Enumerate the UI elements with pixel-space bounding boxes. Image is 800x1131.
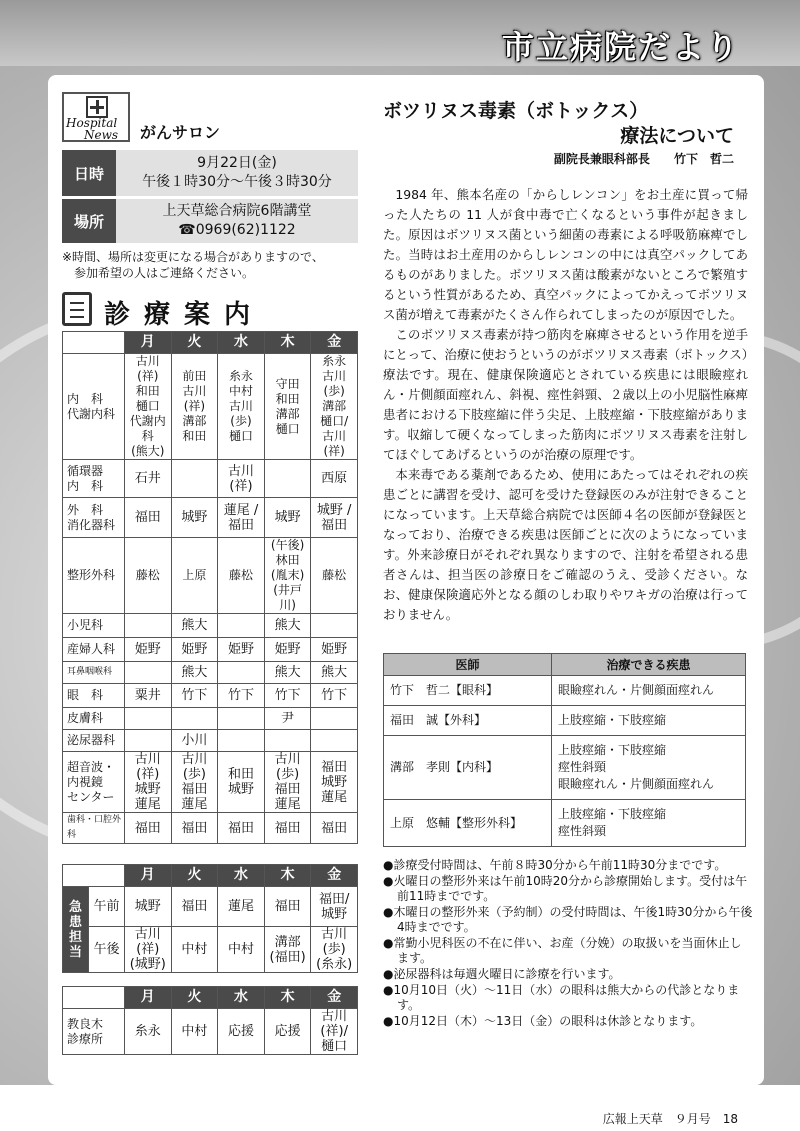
schedule-cell: 姫野: [218, 638, 265, 662]
day-header: 木: [264, 987, 311, 1009]
day-header: 木: [264, 865, 311, 887]
schedule-cell: 竹下: [264, 684, 311, 708]
schedule-cell: [218, 708, 265, 730]
schedule-cell: [125, 730, 172, 752]
schedule-cell: 竹下: [218, 684, 265, 708]
department-row: [63, 684, 358, 708]
treatable-disease: 上肢痙縮・下肢痙縮: [552, 706, 746, 736]
day-header: 水: [218, 332, 265, 354]
department-row: [63, 538, 358, 614]
doctor-name: 溝部 孝則【内科】: [384, 736, 552, 800]
schedule-cell: 蓮尾: [218, 887, 265, 927]
department-name: 皮膚科: [63, 708, 125, 730]
schedule-cell: [311, 708, 358, 730]
schedule-cell: 藤松: [218, 538, 265, 614]
doctor-table-header: [384, 654, 746, 676]
article-paragraph: このボツリヌス毒素が持つ筋肉を麻痺させるという作用を逆手にとって、治療に使おうというのがボツリヌス毒素（ボトックス）療法です。現在、健康保険適応とされている疾患には眼瞼痙れん・片側顔面痙れん、斜視、痙性斜頸、２歳以上の小児脳性麻痺患者における下肢痙縮に伴う尖足、上肢痙縮・下肢痙縮があります。収縮して硬くなってしまった筋肉にボツリヌス毒素を注射してほぐしてあげるというのが治療の原理です。: [383, 327, 748, 462]
day-header: 火: [171, 987, 218, 1009]
schedule-cell: [125, 662, 172, 684]
schedule-cell: 城野: [264, 498, 311, 538]
emergency-pm-row: [63, 927, 358, 973]
schedule-cell: 中村: [171, 927, 218, 973]
department-row: [63, 460, 358, 498]
schedule-cell: 小川: [171, 730, 218, 752]
emergency-slot-label: 午前: [89, 887, 125, 927]
schedule-cell: 福田: [125, 498, 172, 538]
cancer-salon-title: がんサロン: [140, 123, 221, 142]
schedule-cell: 福田: [264, 887, 311, 927]
doctor-name: 上原 悠輔【整形外科】: [384, 800, 552, 847]
clinic-label: 教良木 診療所: [63, 1009, 125, 1055]
schedule-cell: [171, 460, 218, 498]
schedule-cell: 姫野: [264, 638, 311, 662]
date-label: 日時: [62, 150, 116, 196]
schedule-cell: 姫野: [311, 638, 358, 662]
treatable-disease: 上肢痙縮・下肢痙縮 痙性斜頸: [552, 800, 746, 847]
schedule-cell: 城野: [125, 887, 172, 927]
notice-item: ● 火曜日の整形外来は午前10時20分から診療開始します。受付は午前11時までです。: [383, 874, 753, 904]
schedule-cell: 応援: [264, 1009, 311, 1055]
schedule-cell: 藤松: [311, 538, 358, 614]
department-row: [63, 498, 358, 538]
doctor-name: 福田 誠【外科】: [384, 706, 552, 736]
article-body: [383, 185, 748, 625]
day-header: 木: [264, 332, 311, 354]
doctor-treatment-table: [383, 653, 746, 847]
department-name: 耳鼻咽喉科: [63, 662, 125, 684]
schedule-cell: [125, 708, 172, 730]
schedule-cell: [218, 614, 265, 638]
salon-date-row: [62, 150, 358, 196]
schedule-cell: 福田: [264, 813, 311, 844]
schedule-cell: [311, 614, 358, 638]
notice-item: ● 10月12日（木）～13日（金）の眼科は休診となります。: [383, 1014, 753, 1029]
department-name: 内 科 代謝内科: [63, 354, 125, 460]
treatable-disease: 上肢痙縮・下肢痙縮 痙性斜頸 眼瞼痙れん・片側顔面痙れん: [552, 736, 746, 800]
schedule-cell: [171, 708, 218, 730]
schedule-cell: [218, 662, 265, 684]
schedule-cell: 尹: [264, 708, 311, 730]
schedule-cell: 古川(歩) (糸永): [311, 927, 358, 973]
department-name: 外 科 消化器科: [63, 498, 125, 538]
department-row: [63, 813, 358, 844]
schedule-cell: 守田 和田 溝部 樋口: [264, 354, 311, 460]
notice-item: ● 泌尿器科は毎週火曜日に診療を行います。: [383, 967, 753, 982]
phone-line: ☎0969(62)1122: [178, 222, 296, 238]
kyoryogi-row: [63, 1009, 358, 1055]
day-header: 月: [125, 332, 172, 354]
notice-item: ● 10月10日（火）～11日（水）の眼科は熊大からの代診となります。: [383, 983, 753, 1013]
schedule-cell: 熊大: [311, 662, 358, 684]
schedule-cell: 竹下: [171, 684, 218, 708]
schedule-cell: 糸永: [125, 1009, 172, 1055]
schedule-cell: 古川(祥) 和田 樋口 代謝内科 (熊大): [125, 354, 172, 460]
footer-issue-page: 広報上天草 ９月号 18: [602, 1112, 738, 1126]
day-header-row: [63, 865, 358, 887]
department-row: [63, 638, 358, 662]
doctor-row: [384, 676, 746, 706]
schedule-cell: 福田/ 城野: [311, 887, 358, 927]
schedule-cell: 西原: [311, 460, 358, 498]
schedule-cell: 中村: [171, 1009, 218, 1055]
schedule-cell: 福田: [218, 813, 265, 844]
cancer-salon-header: [62, 92, 358, 144]
schedule-cell: [218, 730, 265, 752]
emergency-side-label: 急患担当: [63, 887, 89, 973]
department-row: [63, 708, 358, 730]
department-name: 眼 科: [63, 684, 125, 708]
hospital-cross-icon: [86, 96, 108, 118]
department-row: [63, 614, 358, 638]
schedule-cell: 竹下: [311, 684, 358, 708]
doctor-row: [384, 706, 746, 736]
article-paragraph: 1984 年、熊本名産の「からしレンコン」をお土産に買って帰った人たちの 11 人が食中毒で亡くなるという事件が起きました。原因はボツリヌス菌という細菌の毒素による呼吸筋麻痺でした。当時はお土産用のからしレンコンの中には真空パックしてあるものがありました。ボツリヌス菌は酸素がないところで繁殖するという性質があるため、真空パックによってかえってボツリヌス菌が増えて毒素がたくさん作られてしまったのが原因でした。: [383, 187, 748, 322]
article-paragraph: 本来毒である薬剤であるため、使用にあたってはそれぞれの疾患ごとに講習を受け、認可を受けた登録医のみが注射できることになっています。上天草総合病院では医師４名の医師が登録医となっており、治療できる疾患は医師ごとに次のようになっています。外来診療日がそれぞれ異なりますので、注射を希望される患者さんは、担当医の診療日をご確認のうえ、受診ください。なお、健康保険適応外となる顔のしわ取りやワキガの治療は行っておりません。: [383, 467, 748, 622]
note-line: ※時間、場所は変更になる場合がありますので、: [62, 250, 324, 264]
notice-item: ● 診療受付時間は、午前８時30分から午前11時30分までです。: [383, 858, 753, 873]
notice-list: [383, 858, 753, 1030]
schedule-cell: 古川(祥) (城野): [125, 927, 172, 973]
department-name: 整形外科: [63, 538, 125, 614]
doctor-name: 竹下 哲二【眼科】: [384, 676, 552, 706]
emergency-slot-label: 午後: [89, 927, 125, 973]
schedule-cell: [125, 614, 172, 638]
schedule-title: 診療案内: [104, 300, 265, 330]
schedule-cell: 姫野: [125, 638, 172, 662]
department-row: [63, 662, 358, 684]
day-header: 金: [311, 987, 358, 1009]
schedule-cell: 城野: [171, 498, 218, 538]
day-header: 月: [125, 865, 172, 887]
date-value: [116, 150, 358, 196]
schedule-cell: 応援: [218, 1009, 265, 1055]
department-name: 産婦人科: [63, 638, 125, 662]
day-header-row: [63, 332, 358, 354]
salon-note: [62, 249, 362, 281]
date-line: 9月22日(金): [197, 155, 277, 171]
schedule-cell: 古川(歩) 福田 蓮尾: [264, 752, 311, 813]
kyoryogi-clinic-table: [62, 986, 358, 1055]
schedule-cell: 藤松: [125, 538, 172, 614]
department-row: [63, 752, 358, 813]
corner-cell: [63, 865, 125, 887]
schedule-cell: 古川(祥) 城野 蓮尾: [125, 752, 172, 813]
emergency-duty-table: [62, 864, 358, 973]
corner-cell: [63, 332, 125, 354]
schedule-cell: (午後) 林田 (胤末) (井戸川): [264, 538, 311, 614]
doctor-column-header: 医師: [384, 654, 552, 676]
schedule-heading: [62, 292, 358, 328]
schedule-cell: 中村: [218, 927, 265, 973]
doctor-row: [384, 736, 746, 800]
day-header: 金: [311, 332, 358, 354]
schedule-cell: [264, 460, 311, 498]
department-row: [63, 730, 358, 752]
schedule-cell: 粟井: [125, 684, 172, 708]
schedule-cell: [264, 730, 311, 752]
place-line: 上天草総合病院6階講堂: [162, 203, 312, 219]
schedule-cell: 福田: [171, 813, 218, 844]
place-value: [116, 199, 358, 243]
schedule-cell: 糸永 古川(歩) 溝部 樋口/ 古川(祥): [311, 354, 358, 460]
notice-item: ● 常勤小児科医の不在に伴い、お産（分娩）の取扱いを当面休止します。: [383, 936, 753, 966]
schedule-cell: 古川(祥): [218, 460, 265, 498]
schedule-cell: 前田 古川(祥) 溝部 和田: [171, 354, 218, 460]
day-header: 月: [125, 987, 172, 1009]
logo-text-bottom: News: [84, 128, 119, 142]
department-name: 循環器 内 科: [63, 460, 125, 498]
day-header: 金: [311, 865, 358, 887]
disease-column-header: 治療できる疾患: [552, 654, 746, 676]
schedule-cell: 古川(祥)/ 樋口: [311, 1009, 358, 1055]
article-title: ボツリヌス毒素（ボトックス）: [383, 100, 649, 122]
corner-cell: [63, 987, 125, 1009]
time-line: 午後１時30分～午後３時30分: [142, 174, 332, 190]
day-header: 水: [218, 865, 265, 887]
treatable-disease: 眼瞼痙れん・片側顔面痙れん: [552, 676, 746, 706]
schedule-cell: 姫野: [171, 638, 218, 662]
article-title-line2: 療法について: [620, 125, 734, 147]
day-header: 水: [218, 987, 265, 1009]
hospital-news-logo: [62, 92, 130, 142]
notice-item: ● 木曜日の整形外来（予約制）の受付時間は、午後1時30分から午後4時までです。: [383, 905, 753, 935]
schedule-cell: 福田 城野 蓮尾: [311, 752, 358, 813]
department-row: [63, 354, 358, 460]
schedule-cell: [311, 730, 358, 752]
schedule-cell: 和田 城野: [218, 752, 265, 813]
schedule-cell: 福田: [311, 813, 358, 844]
schedule-cell: 糸永 中村 古川(歩) 樋口: [218, 354, 265, 460]
day-header: 火: [171, 332, 218, 354]
department-name: 泌尿器科: [63, 730, 125, 752]
schedule-cell: 福田: [125, 813, 172, 844]
department-name: 歯科・口腔外科: [63, 813, 125, 844]
clinic-schedule-table: [62, 331, 358, 844]
masthead-title: 市立病院だより: [501, 28, 740, 66]
schedule-cell: 熊大: [171, 662, 218, 684]
schedule-cell: 石井: [125, 460, 172, 498]
schedule-cell: 上原: [171, 538, 218, 614]
logo-text-top: Hospital: [66, 116, 118, 130]
place-label: 場所: [62, 199, 116, 243]
department-name: 小児科: [63, 614, 125, 638]
schedule-cell: 熊大: [264, 662, 311, 684]
department-name: 超音波・ 内視鏡 センター: [63, 752, 125, 813]
schedule-cell: 熊大: [171, 614, 218, 638]
schedule-cell: 溝部 (福田): [264, 927, 311, 973]
schedule-cell: 福田: [171, 887, 218, 927]
doctor-row: [384, 800, 746, 847]
day-header-row: [63, 987, 358, 1009]
schedule-cell: 城野 / 福田: [311, 498, 358, 538]
schedule-cell: 熊大: [264, 614, 311, 638]
article-byline: 副院長兼眼科部長 竹下 哲二: [553, 152, 734, 166]
emergency-am-row: [63, 887, 358, 927]
schedule-cell: 古川(歩) 福田 蓮尾: [171, 752, 218, 813]
schedule-cell: 蓮尾 / 福田: [218, 498, 265, 538]
document-icon: [62, 292, 92, 326]
day-header: 火: [171, 865, 218, 887]
note-line: 参加希望の人はご連絡ください。: [74, 266, 255, 280]
salon-place-row: [62, 199, 358, 243]
